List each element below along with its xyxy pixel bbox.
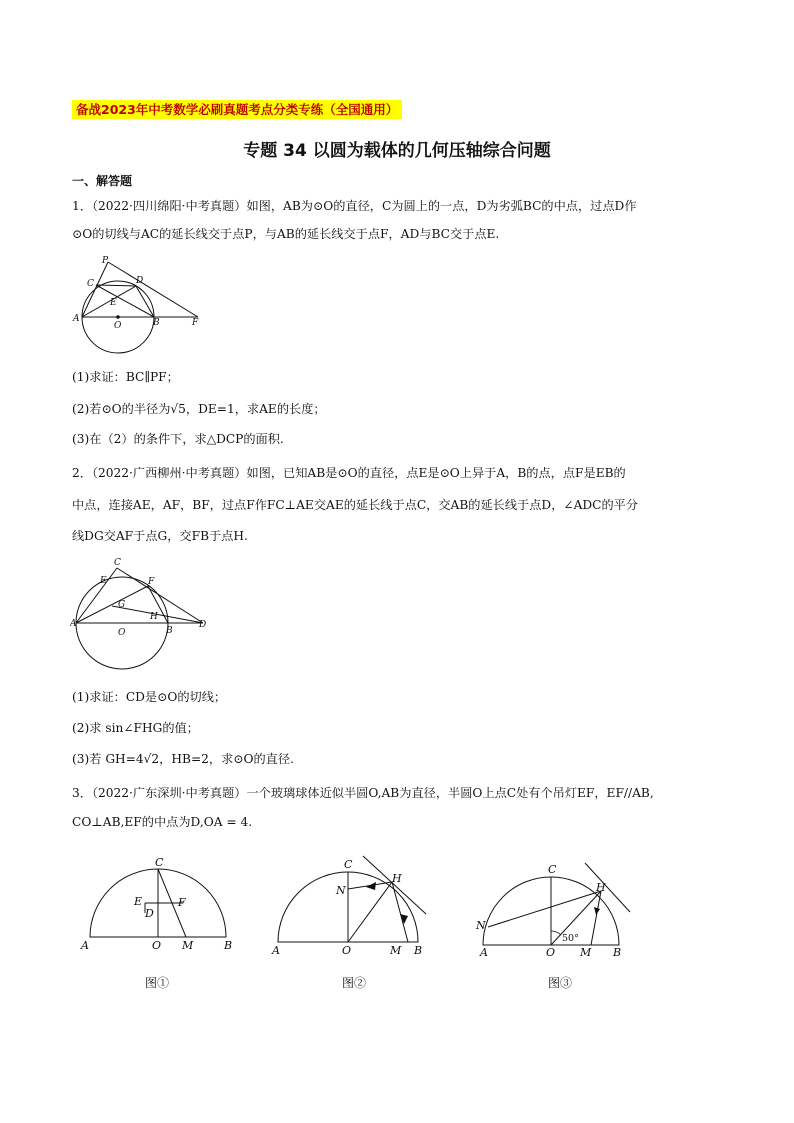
- fig3c-label-b: B: [613, 946, 622, 959]
- problem3-stem-line1: 3．（2022·广东深圳·中考真题）一个玻璃球体近似半圆O,AB为直径，半圆O上点C处有个吊灯EF，EF//AB,: [72, 786, 654, 800]
- fig2-label-g: G: [118, 600, 126, 610]
- problem1-part1: (1)求证：BC∥PF；: [72, 370, 179, 384]
- fig1-label-o: O: [114, 321, 122, 331]
- fig1-label-f: F: [192, 318, 199, 328]
- fig3c-label-o: O: [546, 946, 556, 959]
- problem2-stem-line1: 2．（2022·广西柳州·中考真题）如图，已知AB是⊙O的直径，点E是⊙O上异于A，B的点，点F是EB的: [72, 466, 626, 480]
- problem2-figure: [70, 555, 215, 670]
- fig2-label-b: B: [166, 626, 173, 636]
- fig1-label-e: E: [110, 298, 117, 308]
- fig3b-label-n: N: [336, 884, 346, 897]
- fig3b-label-h: H: [392, 872, 402, 885]
- problem1-figure: [70, 255, 210, 355]
- fig3c-label-c: C: [548, 863, 557, 876]
- fig2-label-h: H: [150, 612, 158, 622]
- problem2-stem-line3: 线DG交AF于点G，交FB于点H.: [72, 529, 248, 543]
- fig2-label-a: A: [70, 619, 77, 629]
- figure-3-caption: 图③: [548, 976, 573, 990]
- fig3c-label-m: M: [580, 946, 592, 959]
- fig2-label-f: F: [148, 577, 155, 587]
- fig2-label-c: C: [114, 558, 121, 568]
- fig3c-angle-label: 50°: [562, 933, 579, 944]
- fig3b-label-m: M: [390, 944, 402, 957]
- figure-1-caption: 图①: [145, 976, 170, 990]
- fig2-label-d: D: [199, 620, 207, 630]
- fig3b-label-b: B: [414, 944, 423, 957]
- problem3-figure-1: [78, 845, 238, 955]
- fig3c-label-n: N: [476, 919, 486, 932]
- fig1-label-p: P: [102, 256, 109, 266]
- fig2-label-e: E: [100, 576, 107, 586]
- fig2-label-o: O: [118, 628, 126, 638]
- fig3a-label-e: E: [134, 895, 143, 908]
- problem1-part2: (2)若⊙O的半径为√5，DE=1，求AE的长度；: [72, 402, 326, 416]
- problem1-stem-line2: ⊙O的切线与AC的延长线交于点P，与AB的延长线交于点F，AD与BC交于点E.: [72, 227, 500, 241]
- problem2-stem-line2: 中点，连接AE，AF，BF，过点F作FC⊥AE交AE的延长线于点C，交AB的延长线于点D，∠ADC的平分: [72, 498, 639, 512]
- problem3-figure-2: [268, 852, 433, 960]
- problem1-part3: (3)在（2）的条件下，求△DCP的面积.: [72, 432, 284, 446]
- problem1-stem-line1: 1．（2022·四川绵阳·中考真题）如图，AB为⊙O的直径，C为圆上的一点，D为劣弧BC的中点，过点D作: [72, 199, 637, 213]
- fig3a-label-m: M: [182, 939, 194, 952]
- fig1-label-d: D: [136, 276, 144, 286]
- fig1-label-b: B: [153, 318, 160, 328]
- fig3a-label-b: B: [224, 939, 233, 952]
- problem2-part3: (3)若 GH=4√2，HB=2，求⊙O的直径.: [72, 752, 294, 766]
- fig3a-label-a: A: [81, 939, 89, 952]
- problem2-part2: (2)求 sin∠FHG的值；: [72, 721, 199, 735]
- fig1-label-a: A: [73, 314, 80, 324]
- figure-2-caption: 图②: [342, 976, 367, 990]
- fig3a-label-f: F: [178, 896, 186, 909]
- fig3b-label-c: C: [344, 858, 353, 871]
- page-title: 专题 34 以圆为载体的几何压轴综合问题: [243, 141, 551, 161]
- problem3-figure-3: [470, 857, 640, 962]
- fig3c-label-a: A: [480, 946, 488, 959]
- problem3-stem-line2: CO⊥AB,EF的中点为D,OA = 4.: [72, 815, 253, 829]
- exam-series-banner: 备战2023年中考数学必刷真题考点分类专练（全国通用）: [72, 100, 402, 119]
- fig3a-label-o: O: [152, 939, 162, 952]
- fig3a-label-d: D: [145, 907, 154, 920]
- fig3b-label-o: O: [342, 944, 352, 957]
- problem2-part1: (1)求证：CD是⊙O的切线；: [72, 690, 227, 704]
- fig3a-label-c: C: [155, 856, 164, 869]
- fig3c-label-h: H: [596, 881, 606, 894]
- section-heading: 一、解答题: [72, 174, 133, 188]
- fig1-label-c: C: [87, 279, 94, 289]
- fig3b-label-a: A: [272, 944, 280, 957]
